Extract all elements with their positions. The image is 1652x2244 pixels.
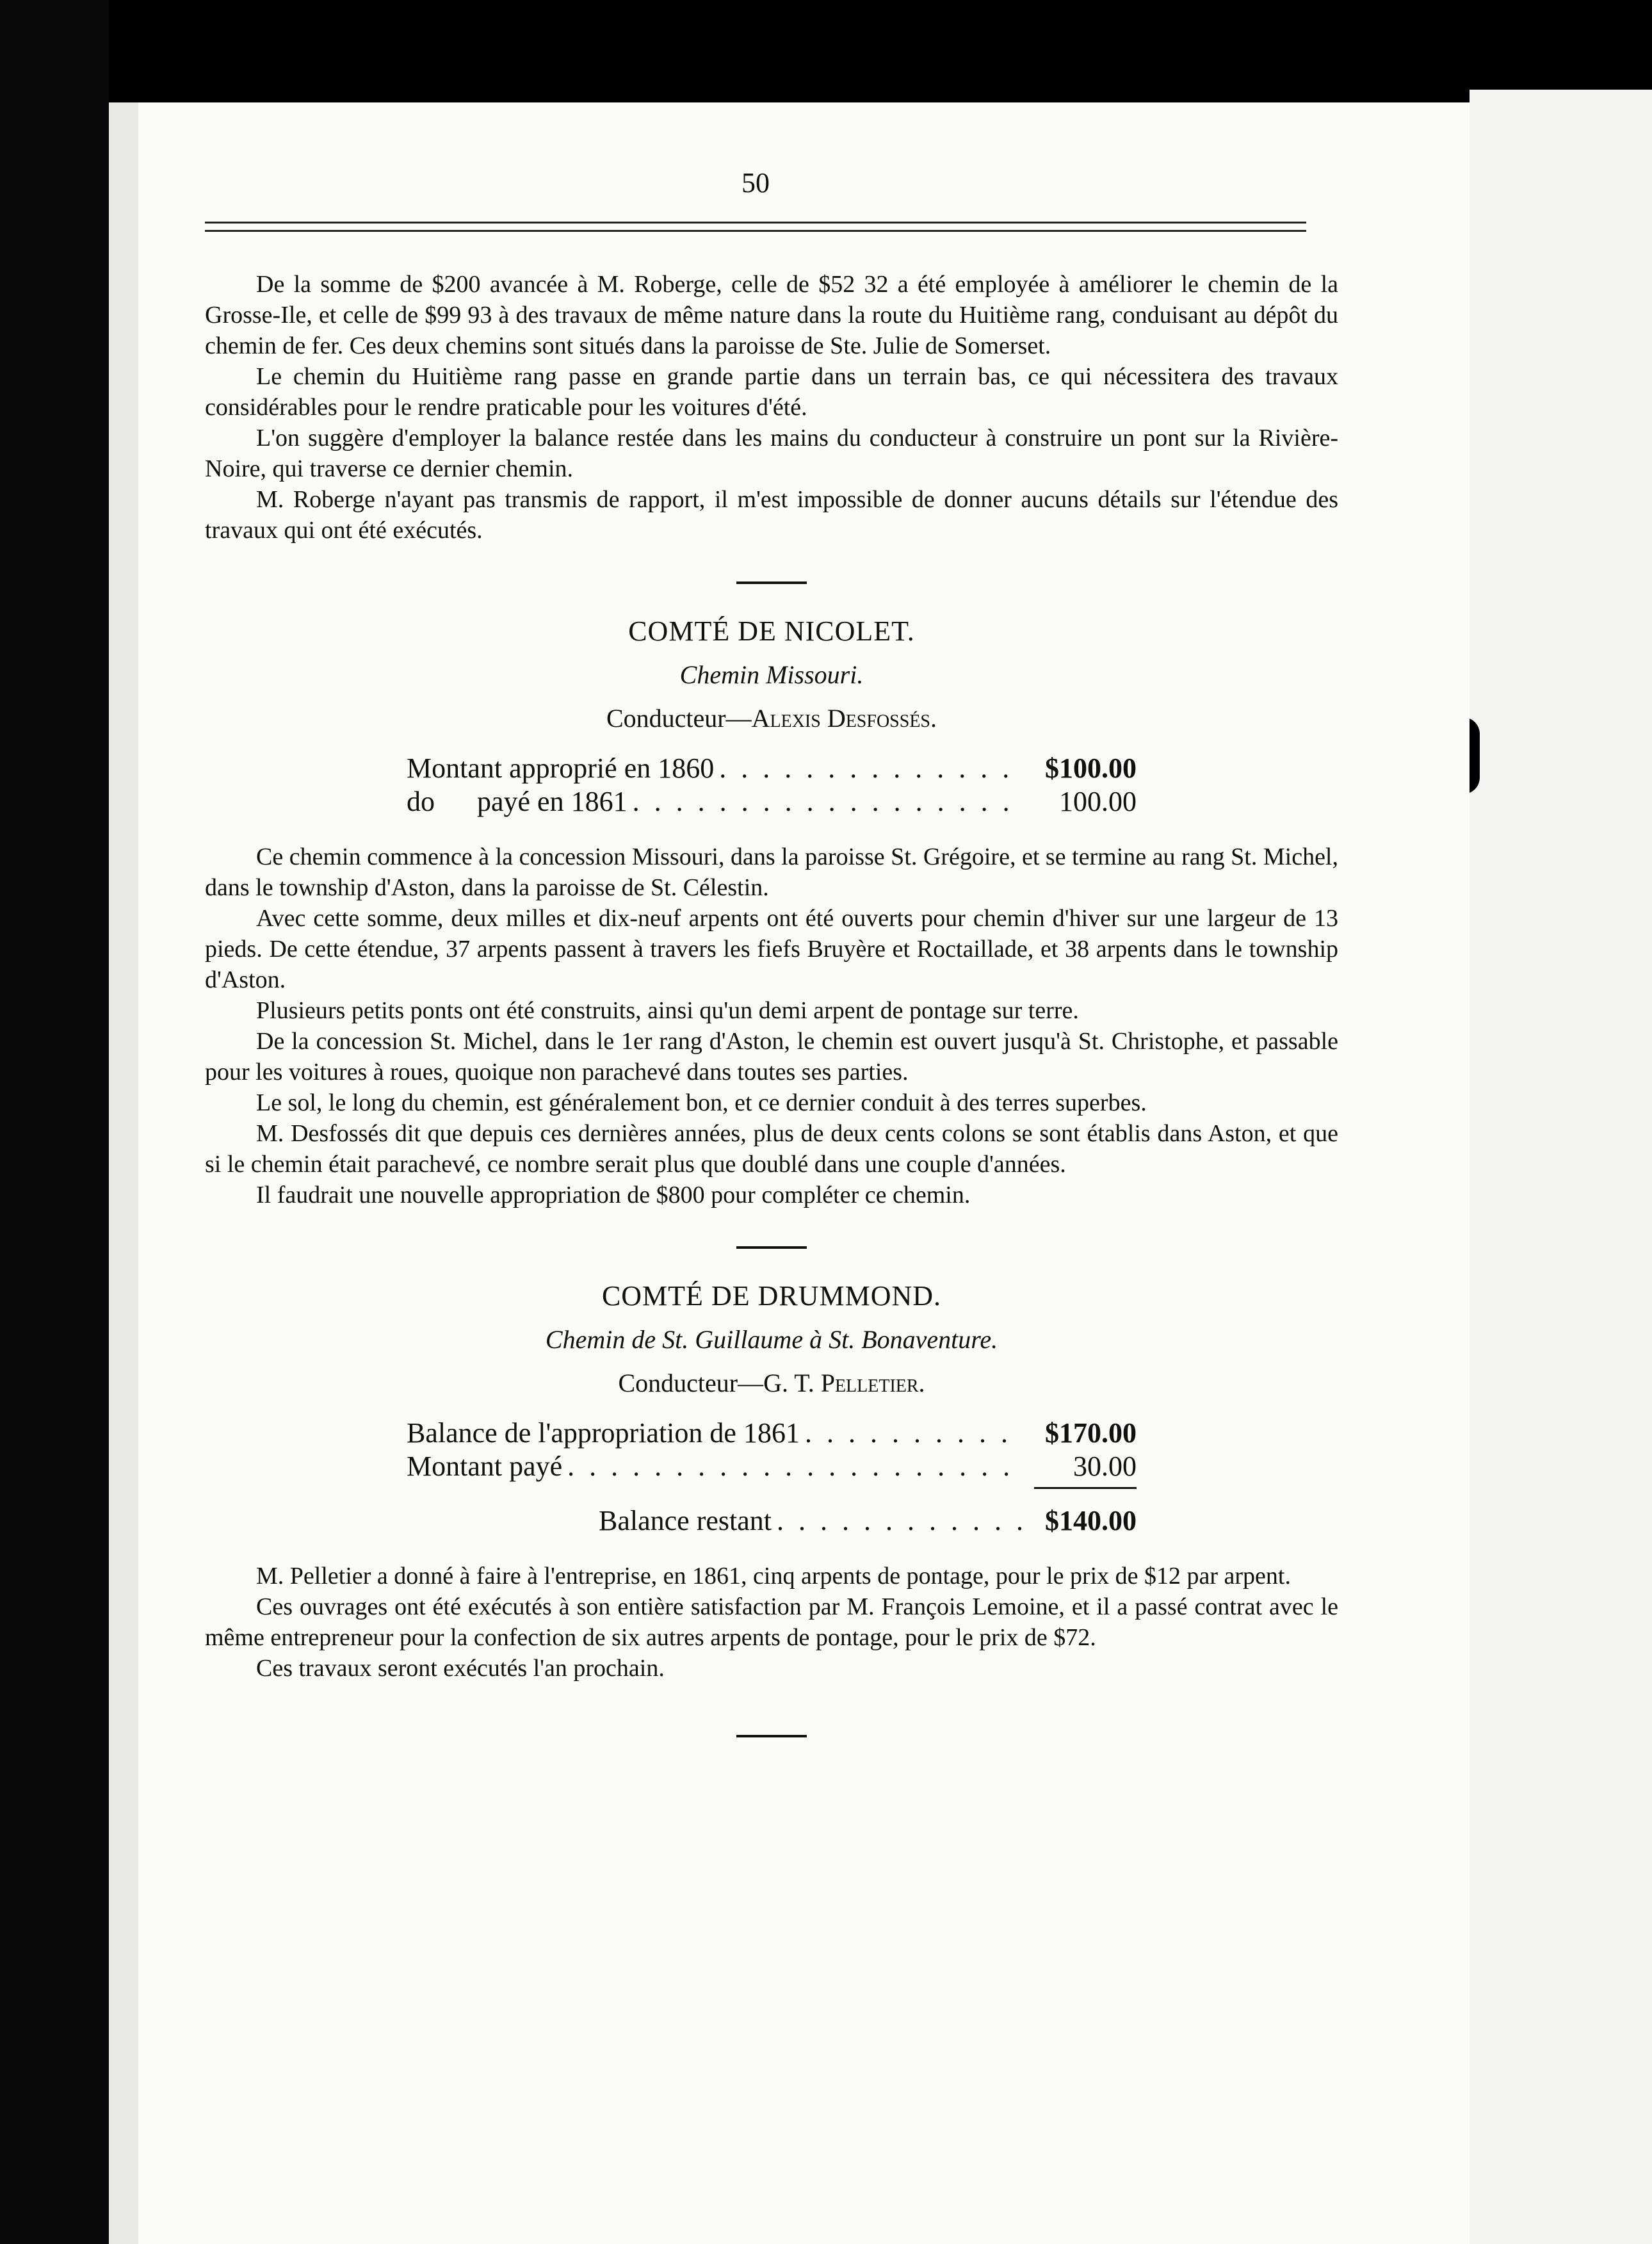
- paragraph: De la somme de $200 avancée à M. Roberge, celle de $52 32 a été employée à améliorer le chemin de la Grosse-Ile, et celle de $99 93 à des travaux de même nature dans la route du Huitième rang, conduisant au dépôt du chemin de fer. Ces deux chemins sont situés dans la paroisse de Ste. Julie de Somerset.: [205, 271, 1338, 359]
- section-divider: [736, 1246, 807, 1249]
- leader-dots: [777, 1504, 1023, 1538]
- conductor-name: Alexis Desfossés.: [751, 704, 937, 733]
- ledger-row: [407, 1450, 1137, 1483]
- leader-dots: [567, 1450, 1023, 1483]
- leader-dots: [805, 1417, 1023, 1450]
- paragraph: M. Pelletier a donné à faire à l'entreprise, en 1861, cinq arpents de pontage, pour le prix de $12 par arpent.: [256, 1563, 1291, 1590]
- ledger-row: [407, 1417, 1137, 1450]
- conductor-prefix: Conducteur—: [618, 1369, 764, 1397]
- page-number: 50: [741, 167, 770, 199]
- ledger-row: [407, 1504, 1137, 1538]
- intro-section: [205, 269, 1338, 546]
- ledger-row: [407, 785, 1137, 818]
- paragraph: De la concession St. Michel, dans le 1er rang d'Aston, le chemin est ouvert jusqu'à St. Christophe, et passable pour les voitures à roues, quoique non parachevé dans toutes ses parties.: [205, 1028, 1338, 1085]
- page-margin: [109, 102, 138, 2244]
- paragraph: L'on suggère d'employer la balance restée dans les mains du conducteur à construire un pont sur la Rivière-Noire, qui traverse ce dernier chemin.: [205, 425, 1338, 482]
- paragraph: Ces ouvrages ont été exécutés à son entière satisfaction par M. François Lemoine, et il a passé contrat avec le même entrepreneur pour la confection de six autres arpents de pontage, pour le prix de $72.: [205, 1593, 1338, 1651]
- paragraph: Avec cette somme, deux milles et dix-neuf arpents ont été ouverts pour chemin d'hiver sur une largeur de 13 pieds. De cette étendue, 37 arpents passent à travers les fiefs Bruyère et Roctaillade, et 38 arpents dans le township d'Aston.: [205, 905, 1338, 993]
- county-heading: COMTÉ DE DRUMMOND.: [601, 1280, 942, 1312]
- ledger-amount: $140.00: [1045, 1505, 1137, 1536]
- conductor-line: [205, 1368, 1338, 1399]
- nicolet-section: [205, 616, 1338, 1210]
- paragraph: M. Desfossés dit que depuis ces dernières années, plus de deux cents colons se sont établis dans Aston, et que si le chemin était parachevé, ce nombre serait plus que doublé dans une couple d'années.: [205, 1120, 1338, 1178]
- conductor-prefix: Conducteur—: [606, 704, 752, 733]
- ledger-total: [407, 1504, 1137, 1538]
- end-divider: [736, 1735, 807, 1737]
- paragraph: Il faudrait une nouvelle appropriation de $800 pour compléter ce chemin.: [256, 1182, 971, 1208]
- county-heading: COMTÉ DE NICOLET.: [628, 615, 915, 647]
- section-divider: [736, 581, 807, 584]
- ledger-label: do payé en 1861: [407, 786, 628, 817]
- conductor-name: G. T. Pelletier.: [763, 1369, 925, 1397]
- paragraph: Le sol, le long du chemin, est généralement bon, et ce dernier conduit à des terres superbes.: [256, 1089, 1147, 1116]
- paragraph: Le chemin du Huitième rang passe en grande partie dans un terrain bas, ce qui nécessitera des travaux considérables pour le rendre praticable pour les voitures d'été.: [205, 363, 1338, 421]
- ledger-amount: 100.00: [1059, 786, 1137, 817]
- paragraph: Ce chemin commence à la concession Missouri, dans la paroisse St. Grégoire, et se termine au rang St. Michel, dans le township d'Aston, dans la paroisse de St. Célestin.: [205, 843, 1338, 901]
- paragraph: Plusieurs petits ponts ont été construits, ainsi qu'un demi arpent de pontage sur terre.: [256, 997, 1079, 1024]
- road-name: Chemin Missouri.: [679, 660, 864, 689]
- total-rule: [407, 1487, 1137, 1489]
- paragraph: Ces travaux seront exécutés l'an prochain.: [256, 1655, 665, 1682]
- ledger: [407, 1417, 1137, 1483]
- ledger-row: [407, 752, 1137, 785]
- ledger-label: Montant approprié en 1860: [407, 752, 715, 784]
- ledger-amount: $170.00: [1045, 1417, 1137, 1449]
- leader-dots: [633, 785, 1023, 818]
- next-page-edge: [1470, 90, 1652, 2244]
- scan-background: [0, 0, 109, 2244]
- leader-dots: [719, 752, 1023, 785]
- ledger: [407, 752, 1137, 818]
- ledger-amount: $100.00: [1045, 752, 1137, 784]
- ledger-label: Montant payé: [407, 1451, 563, 1482]
- ledger-amount: 30.00: [1073, 1451, 1137, 1482]
- ledger-label: Balance restant: [599, 1505, 772, 1536]
- road-name: Chemin de St. Guillaume à St. Bonaventure.: [545, 1325, 998, 1354]
- header-rule: [205, 222, 1306, 232]
- drummond-section: [205, 1281, 1338, 1684]
- paragraph: M. Roberge n'ayant pas transmis de rapport, il m'est impossible de donner aucuns détails sur l'étendue des travaux qui ont été exécutés.: [205, 486, 1338, 544]
- ledger-label: Balance de l'appropriation de 1861: [407, 1417, 800, 1449]
- conductor-line: [205, 703, 1338, 734]
- document-page: [109, 102, 1470, 2244]
- page-content: [205, 269, 1338, 1737]
